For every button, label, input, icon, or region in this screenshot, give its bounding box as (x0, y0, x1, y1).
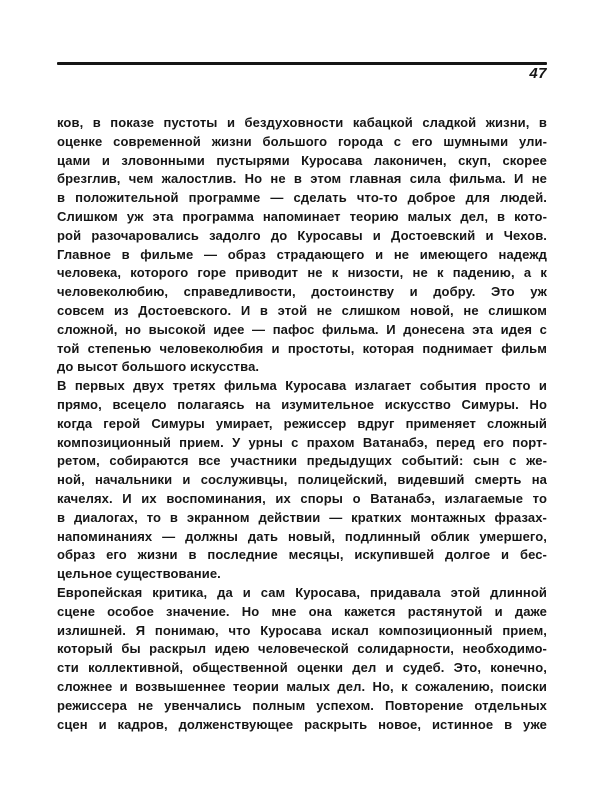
text-line: в диалогах, то в экранном действии — кратких монтажных фразах- (57, 509, 547, 525)
text-line: человеколюбию, справедливости, достоинству и добру. Это уж (57, 284, 547, 300)
text-line: Европейская критика, да и сам Куросава, придавала этой длинной (57, 584, 547, 600)
text-line: В первых двух третях фильма Куросава излагает события просто и (57, 378, 547, 394)
text-line: сцен и кадров, долженствующее раскрыть новое, истинное в уже (57, 716, 547, 732)
text-line: той степенью человеколюбия и простоты, которая поднимает фильм (57, 340, 547, 356)
text-line: совсем из Достоевского. И в этой не слишком новой, не слишком (57, 302, 547, 318)
text-line: излишней. Я понимаю, что Куросава искал композиционный прием, (57, 622, 547, 638)
text-line: сцене особое значение. Но мне она кажется растянутой и даже (57, 603, 547, 619)
page-header (57, 62, 547, 82)
text-line: сложной, но высокой идее — пафос фильма. И донесена эта идея с (57, 321, 547, 337)
text-line: композиционный прием. У урны с прахом Ватанабэ, перед его порт- (57, 434, 547, 450)
text-line: Главное в фильме — образ страдающего и не имеющего надежд (57, 246, 547, 262)
text-line: напоминаниях — должны дать новый, подлинный облик умершего, (57, 528, 547, 544)
text-line: режиссера не увенчались полным успехом. Повторение отдельных (57, 697, 547, 713)
text-line: брезглив, чем жалостлив. Но не в этом главная сила фильма. И не (57, 171, 547, 187)
text-block (57, 114, 547, 734)
text-line: в положительной программе — сделать что-то доброе для людей. (57, 190, 547, 206)
text-line: образ его жизни в последние месяцы, искупившей долгое и бес- (57, 547, 547, 563)
text-line: ретом, собираются все участники предыдущих событий: сын с же- (57, 453, 547, 469)
header-rule (57, 62, 547, 65)
text-line: Слишком уж эта программа напоминает теорию малых дел, в кото- (57, 208, 547, 224)
text-line: цами и зловонными пустырями Куросава лаконичен, скуп, скорее (57, 152, 547, 168)
text-line: ной, начальники и сослуживцы, полицейский, видевший смерть на (57, 472, 547, 488)
text-line: сложнее и возвышеннее теории малых дел. Но, к сожалению, поиски (57, 678, 547, 694)
text-line: рой разочаровались задолго до Куросавы и Достоевский и Чехов. (57, 227, 547, 243)
text-line: оценке современной жизни большого города с его шумными ули- (57, 133, 547, 149)
text-line: который бы раскрыл идею человеческой солидарности, необходимо- (57, 641, 547, 657)
text-line: качелях. И их воспоминания, их споры о Ватанабэ, излагаемые то (57, 490, 547, 506)
text-line: когда герой Симуры умирает, режиссер вдруг применяет сложный (57, 415, 547, 431)
text-line: человека, которого горе приводит не к низости, не к падению, а к (57, 265, 547, 281)
text-line: ков, в показе пустоты и бездуховности кабацкой сладкой жизни, в (57, 115, 547, 130)
page-number: 47 (529, 65, 547, 82)
text-line: до высот большого искусства. (57, 359, 260, 375)
text-line: прямо, всецело полагаясь на изумительное искусство Симуры. Но (57, 396, 547, 412)
text-line: сти коллективной, общественной оценки дел и судеб. Это, конечно, (57, 660, 547, 676)
text-line: цельное существование. (57, 566, 221, 582)
